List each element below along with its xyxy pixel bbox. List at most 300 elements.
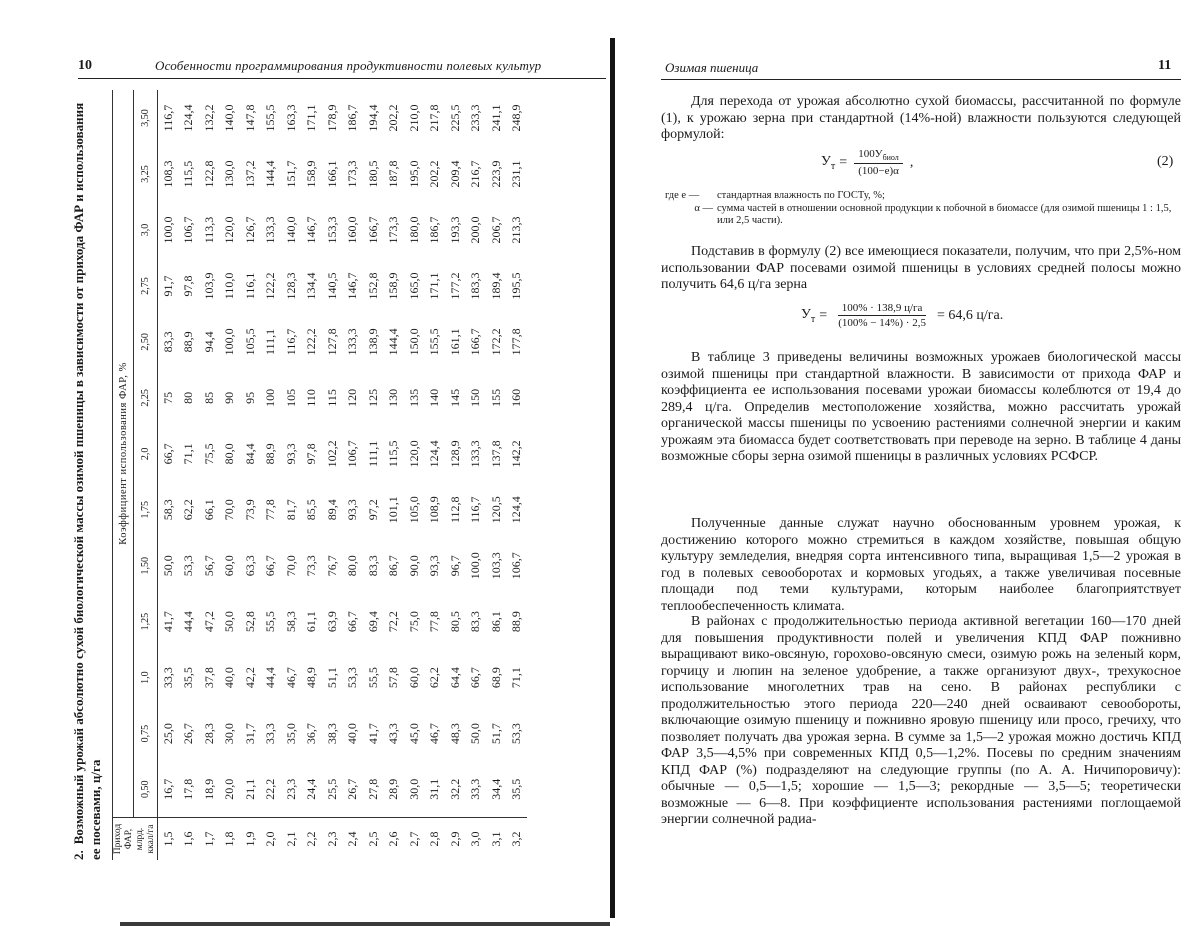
table-row: [507, 90, 528, 860]
yield-cell: 47,2: [201, 611, 216, 633]
col-header-coef: 2,0: [134, 426, 158, 482]
yield-cell: 97,8: [304, 443, 319, 465]
far-value-cell: 1,7: [199, 818, 220, 861]
yield-cell: 83,3: [468, 611, 483, 633]
yield-cell: 231,1: [509, 160, 524, 188]
yield-cell: 150: [468, 388, 483, 407]
far-value-cell: 1,9: [240, 818, 261, 861]
yield-cell: 115: [324, 389, 339, 407]
yield-cell: 33,3: [468, 778, 483, 800]
yield-cell: 216,7: [468, 160, 483, 188]
yield-cell: 166,7: [468, 328, 483, 356]
yield-cell: 130,0: [222, 160, 237, 188]
yield-cell: 180,0: [406, 216, 421, 244]
table-row: [179, 90, 200, 860]
yield-cell: 155,5: [427, 328, 442, 356]
table-row: [363, 90, 384, 860]
yield-cell: 45,0: [406, 723, 421, 745]
yield-cell: 40,0: [222, 667, 237, 689]
yield-cell: 64,4: [447, 667, 462, 689]
yield-cell: 53,3: [345, 667, 360, 689]
yield-cell: 56,7: [201, 555, 216, 577]
yield-cell: 161,1: [447, 328, 462, 356]
yield-cell: 80,5: [447, 611, 462, 633]
yield-cell: 140,5: [324, 272, 339, 300]
yield-cell: 193,3: [447, 216, 462, 244]
book-spine: [610, 38, 615, 918]
yield-cell: 108,9: [427, 496, 442, 524]
yield-cell: 88,9: [263, 443, 278, 465]
col-header-coef: 1,25: [134, 594, 158, 650]
col-header-coef: 1,50: [134, 538, 158, 594]
col-header-coef: 0,75: [134, 706, 158, 762]
col-header-coef: 2,75: [134, 258, 158, 314]
yield-cell: 213,3: [509, 216, 524, 244]
yield-cell: 66,7: [468, 667, 483, 689]
yield-cell: 97,8: [181, 275, 196, 297]
yield-cell: 80: [181, 391, 196, 404]
paragraph-5: В районах с продолжительностью периода активной вегетации 160—170 дней для повышения продуктивности полей и увеличения КПД ФАР пожнивно выращивают вико-овсяную, горохово-овсяную смеси, озимую рожь на зеленый корм, горчицу и люпин на зеленое удобрение, а также организуют двух-, трехукосное использование многолетних трав на сено. В районах республики с продолжительностью этого периода 220—240 дней осваивают севообороты, включающие озимую пшеницу и пожнивно яровую пшеницу или просо, гречиху, что позволяет получать два урожая зерна. В сумме за 1,5—2 урожая можно достичь КПД ФАР 3,5—4,5% при современных КПД 0,5—1,2%. Посевы по средним значениям КПД ФАР (%) подразделяют на следующие группы (по А. А. Ничипоровичу): обычные — 0,5—1,5; хорошие — 1,5—3; рекордные — 3,5—5; теоретически возможные — 6—8. При коэффициенте использования растениями поглощаемой энергии солнечной радиа-: [661, 614, 1181, 827]
table-row: [199, 90, 220, 860]
paragraph-3: В таблице 3 приведены величины возможных урожаев биологической массы озимой пшеницы при стандартной влажности. В зависимости от прихода ФАР и коэффициента ее использования посевами урожаи биомассы колеблются от 19,4 до 289,4 ц/га. Определив местоположение хозяйства, можно рассчитать урожай органической массы пшеницы по усвоению растениями солнечной энергии и каким урожаям эта биомасса будет соответствовать при переводе на зерно. В таблице 4 даны возможные сборы зерна озимой пшеницы в различных условиях РСФСР.: [661, 350, 1181, 464]
yield-cell: 124,4: [181, 104, 196, 132]
yield-cell: 27,8: [365, 778, 380, 800]
yield-cell: 108,3: [160, 160, 175, 188]
yield-cell: 70,0: [222, 499, 237, 521]
yield-cell: 146,7: [345, 272, 360, 300]
col-group-header: Коэффициент использования ФАР, %: [113, 90, 134, 818]
table-row: [220, 90, 241, 860]
yield-cell: 202,2: [427, 160, 442, 188]
col-header-coef: 3,25: [134, 146, 158, 202]
yield-cell: 24,4: [304, 778, 319, 800]
yield-cell: 41,7: [365, 723, 380, 745]
yield-cell: 133,3: [468, 440, 483, 468]
yield-cell: 195,0: [406, 160, 421, 188]
yield-cell: 200,0: [468, 216, 483, 244]
yield-cell: 106,7: [345, 440, 360, 468]
table-row: [261, 90, 282, 860]
yield-cell: 142,2: [509, 440, 524, 468]
yield-cell: 51,1: [324, 667, 339, 689]
yield-cell: 75,0: [406, 611, 421, 633]
yield-cell: 140: [427, 388, 442, 407]
yield-cell: 70,0: [283, 555, 298, 577]
table-row: [384, 90, 405, 860]
yield-cell: 113,3: [201, 216, 216, 244]
yield-cell: 116,7: [468, 496, 483, 524]
yield-cell: 233,3: [468, 104, 483, 132]
yield-cell: 28,9: [386, 778, 401, 800]
yield-cell: 105: [283, 388, 298, 407]
yield-cell: 44,4: [181, 611, 196, 633]
far-value-cell: 2,5: [363, 818, 384, 861]
yield-cell: 133,3: [345, 328, 360, 356]
yield-cell: 172,2: [488, 328, 503, 356]
yield-cell: 153,3: [324, 216, 339, 244]
yield-cell: 147,8: [242, 104, 257, 132]
running-head-right: Озимая пшеница: [665, 60, 759, 75]
yield-cell: 66,1: [201, 499, 216, 521]
yield-cell: 58,3: [283, 611, 298, 633]
yield-cell: 60,0: [406, 667, 421, 689]
yield-cell: 66,7: [263, 555, 278, 577]
legend-e: где e — стандартная влажность по ГОСТу, %;: [665, 190, 885, 201]
yield-cell: 160: [509, 388, 524, 407]
yield-cell: 77,8: [427, 611, 442, 633]
col-header-far: Приход ФАР, млрд. ккал/га: [113, 818, 158, 861]
yield-cell: 209,4: [447, 160, 462, 188]
far-value-cell: 3,2: [507, 818, 528, 861]
yield-cell: 155: [488, 388, 503, 407]
yield-cell: 126,7: [242, 216, 257, 244]
yield-cell: 194,4: [365, 104, 380, 132]
yield-cell: 106,7: [181, 216, 196, 244]
yield-cell: 52,8: [242, 611, 257, 633]
far-value-cell: 3,0: [466, 818, 487, 861]
yield-cell: 66,7: [345, 611, 360, 633]
yield-cell: 115,5: [181, 160, 196, 188]
yield-cell: 225,5: [447, 104, 462, 132]
yield-cell: 55,5: [365, 667, 380, 689]
yield-cell: 133,3: [263, 216, 278, 244]
yield-cell: 93,3: [345, 499, 360, 521]
table-row: [322, 90, 343, 860]
yield-cell: 93,3: [427, 555, 442, 577]
table-row: [425, 90, 446, 860]
yield-cell: 106,7: [509, 552, 524, 580]
yield-cell: 177,2: [447, 272, 462, 300]
yield-cell: 165,0: [406, 272, 421, 300]
yield-cell: 71,1: [509, 667, 524, 689]
yield-cell: 30,0: [222, 723, 237, 745]
yield-cell: 90,0: [406, 555, 421, 577]
yield-cell: 96,7: [447, 555, 462, 577]
table-row: [445, 90, 466, 860]
yield-cell: 146,7: [304, 216, 319, 244]
yield-cell: 43,3: [386, 723, 401, 745]
yield-cell: 90: [222, 391, 237, 404]
yield-cell: 28,3: [201, 723, 216, 745]
yield-cell: 32,2: [447, 778, 462, 800]
header-rule: [78, 78, 606, 79]
yield-cell: 150,0: [406, 328, 421, 356]
yield-cell: 134,4: [304, 272, 319, 300]
far-value-cell: 2,1: [281, 818, 302, 861]
formula-2: $У_т$ = $\frac{100У_{биол}}{(100-e)\alpha}$ ,: [821, 148, 914, 178]
yield-cell: 41,7: [160, 611, 175, 633]
yield-cell: 103,9: [201, 272, 216, 300]
yield-cell: 145: [447, 388, 462, 407]
yield-cell: 186,7: [427, 216, 442, 244]
far-value-cell: 1,5: [158, 818, 179, 861]
yield-cell: 31,1: [427, 778, 442, 800]
yield-cell: 112,8: [447, 496, 462, 524]
yield-cell: 122,2: [263, 272, 278, 300]
yield-cell: 44,4: [263, 667, 278, 689]
yield-cell: 71,1: [181, 443, 196, 465]
yield-cell: 202,2: [386, 104, 401, 132]
formula-2-number: (2): [1157, 154, 1174, 169]
col-header-coef: 2,50: [134, 314, 158, 370]
formula-legend: [665, 190, 1181, 228]
page-number-left: 10: [78, 58, 92, 73]
yield-cell: 140,0: [283, 216, 298, 244]
yield-cell: 77,8: [263, 499, 278, 521]
yield-cell: 75: [160, 391, 175, 404]
yield-cell: 155,5: [263, 104, 278, 132]
right-page: [625, 0, 1200, 938]
yield-cell: 91,7: [160, 275, 175, 297]
yield-cell: 85,5: [304, 499, 319, 521]
yield-cell: 173,3: [345, 160, 360, 188]
yield-cell: 25,0: [160, 723, 175, 745]
far-value-cell: 1,8: [220, 818, 241, 861]
yield-cell: 17,8: [181, 778, 196, 800]
col-header-coef: 1,0: [134, 650, 158, 706]
yield-cell: 50,0: [222, 611, 237, 633]
yield-cell: 120,5: [488, 496, 503, 524]
yield-cell: 18,9: [201, 778, 216, 800]
yield-cell: 83,3: [160, 331, 175, 353]
yield-cell: 21,1: [242, 778, 257, 800]
yield-cell: 111,1: [365, 440, 380, 467]
far-value-cell: 2,7: [404, 818, 425, 861]
yield-cell: 223,9: [488, 160, 503, 188]
yield-cell: 48,9: [304, 667, 319, 689]
yield-cell: 97,2: [365, 499, 380, 521]
yield-cell: 63,3: [242, 555, 257, 577]
yield-cell: 34,4: [488, 778, 503, 800]
yield-cell: 38,3: [324, 723, 339, 745]
yield-cell: 124,4: [427, 440, 442, 468]
yield-cell: 80,0: [345, 555, 360, 577]
far-value-cell: 1,6: [179, 818, 200, 861]
paragraph-4: Полученные данные служат научно обоснованным уровнем урожая, к достижению которого можно стремиться в каждом хозяйстве, повышая общую культуру земледелия, внедряя сорта интенсивного типа, выращивая 1,5—2 урожая в год в полевых севооборотах и кормовых угодьях, а также увеличивая посевные площади под теми культурами, которым наиболее благоприятствует теплообеспеченность климата.: [661, 516, 1181, 614]
far-value-cell: 2,9: [445, 818, 466, 861]
yield-cell: 94,4: [201, 331, 216, 353]
far-value-cell: 2,2: [302, 818, 323, 861]
yield-cell: 73,9: [242, 499, 257, 521]
yield-cell: 152,8: [365, 272, 380, 300]
yield-cell: 160,0: [345, 216, 360, 244]
yield-cell: 128,9: [447, 440, 462, 468]
yield-cell: 217,8: [427, 104, 442, 132]
yield-cell: 69,4: [365, 611, 380, 633]
yield-cell: 180,5: [365, 160, 380, 188]
yield-cell: 89,4: [324, 499, 339, 521]
yield-cell: 116,7: [160, 104, 175, 132]
yield-cell: 86,7: [386, 555, 401, 577]
header-rule-right: [661, 79, 1181, 80]
yield-cell: 137,2: [242, 160, 257, 188]
yield-cell: 100,0: [468, 552, 483, 580]
yield-cell: 80,0: [222, 443, 237, 465]
yield-cell: 16,7: [160, 778, 175, 800]
yield-cell: 50,0: [468, 723, 483, 745]
yield-cell: 158,9: [386, 272, 401, 300]
yield-cell: 120,0: [222, 216, 237, 244]
yield-cell: 22,2: [263, 778, 278, 800]
yield-cell: 166,1: [324, 160, 339, 188]
formula-3: $У_т$ = $\frac{100\% \cdot 138,9 ц/га}{(100\% - 14\%) \cdot 2,5}$ = 64,6 ц/га.: [801, 302, 1004, 329]
yield-cell: 103,3: [488, 552, 503, 580]
yield-cell: 195,5: [509, 272, 524, 300]
paragraph-1: Для перехода от урожая абсолютно сухой биомассы, рассчитанной по формуле (1), к урожаю зерна при стандартной (14%-ной) влажности пользуются следующей формулой:: [661, 94, 1181, 142]
yield-table-rotated: [112, 90, 592, 860]
yield-cell: 35,5: [181, 667, 196, 689]
yield-cell: 178,9: [324, 104, 339, 132]
yield-cell: 166,7: [365, 216, 380, 244]
yield-cell: 110: [304, 389, 319, 407]
yield-cell: 144,4: [263, 160, 278, 188]
yield-cell: 115,5: [386, 440, 401, 468]
yield-cell: 110,0: [222, 272, 237, 300]
caption-text: Возможный урожай абсолютно сухой биологической массы озимой пшеницы в зависимости от прихода ФАР и использования ее посевами, ц/га: [71, 102, 103, 860]
yield-cell: 40,0: [345, 723, 360, 745]
yield-cell: 25,5: [324, 778, 339, 800]
yield-cell: 20,0: [222, 778, 237, 800]
yield-cell: 122,8: [201, 160, 216, 188]
yield-cell: 26,7: [345, 778, 360, 800]
yield-cell: 53,3: [509, 723, 524, 745]
yield-cell: 241,1: [488, 104, 503, 132]
yield-cell: 75,5: [201, 443, 216, 465]
yield-cell: 30,0: [406, 778, 421, 800]
yield-cell: 187,8: [386, 160, 401, 188]
yield-cell: 130: [386, 388, 401, 407]
col-header-coef: 1,75: [134, 482, 158, 538]
yield-cell: 111,1: [263, 328, 278, 355]
yield-cell: 35,5: [509, 778, 524, 800]
yield-cell: 100,0: [222, 328, 237, 356]
yield-cell: 151,7: [283, 160, 298, 188]
table-row: [158, 90, 179, 860]
yield-cell: 171,1: [427, 272, 442, 300]
yield-cell: 33,3: [263, 723, 278, 745]
yield-cell: 50,0: [160, 555, 175, 577]
yield-cell: 95: [242, 391, 257, 404]
yield-cell: 132,2: [201, 104, 216, 132]
yield-cell: 105,0: [406, 496, 421, 524]
yield-cell: 140,0: [222, 104, 237, 132]
yield-cell: 158,9: [304, 160, 319, 188]
yield-cell: 31,7: [242, 723, 257, 745]
yield-cell: 186,7: [345, 104, 360, 132]
yield-cell: 58,3: [160, 499, 175, 521]
yield-cell: 51,7: [488, 723, 503, 745]
yield-cell: 88,9: [509, 611, 524, 633]
col-header-coef: 3,50: [134, 90, 158, 146]
yield-cell: 68,9: [488, 667, 503, 689]
yield-cell: 127,8: [324, 328, 339, 356]
yield-cell: 189,4: [488, 272, 503, 300]
yield-cell: 102,2: [324, 440, 339, 468]
yield-cell: 53,3: [181, 555, 196, 577]
yield-cell: 100,0: [160, 216, 175, 244]
yield-cell: 125: [365, 388, 380, 407]
table-row: [343, 90, 364, 860]
yield-cell: 81,7: [283, 499, 298, 521]
yield-cell: 76,7: [324, 555, 339, 577]
yield-cell: 171,1: [304, 104, 319, 132]
yield-cell: 57,8: [386, 667, 401, 689]
yield-cell: 120: [345, 388, 360, 407]
yield-cell: 93,3: [283, 443, 298, 465]
col-header-coef: 0,50: [134, 762, 158, 818]
yield-cell: 88,9: [181, 331, 196, 353]
yield-cell: 163,3: [283, 104, 298, 132]
yield-cell: 46,7: [427, 723, 442, 745]
yield-cell: 101,1: [386, 496, 401, 524]
yield-cell: 116,1: [242, 272, 257, 300]
far-value-cell: 2,3: [322, 818, 343, 861]
table-row: [281, 90, 302, 860]
table-row: [302, 90, 323, 860]
page-number-right: 11: [1158, 58, 1172, 73]
far-value-cell: 2,8: [425, 818, 446, 861]
yield-cell: 26,7: [181, 723, 196, 745]
legend-alpha: α — сумма частей в отношении основной продукции к побочной в биомассе (для озимой пшеницы 1 : 1,5, или 2,5 части).: [694, 202, 1172, 226]
yield-cell: 210,0: [406, 104, 421, 132]
yield-cell: 36,7: [304, 723, 319, 745]
far-value-cell: 2,4: [343, 818, 364, 861]
yield-cell: 72,2: [386, 611, 401, 633]
yield-cell: 105,5: [242, 328, 257, 356]
yield-cell: 124,4: [509, 496, 524, 524]
yield-cell: 135: [406, 388, 421, 407]
col-header-coef: 3,0: [134, 202, 158, 258]
yield-cell: 84,4: [242, 443, 257, 465]
yield-cell: 100: [263, 388, 278, 407]
yield-cell: 85: [201, 391, 216, 404]
yield-cell: 177,8: [509, 328, 524, 356]
far-value-cell: 3,1: [486, 818, 507, 861]
paragraph-2: Подставив в формулу (2) все имеющиеся показатели, получим, что при 2,5%-ном использовании ФАР посевами озимой пшеницы в условиях средней полосы можно получить 64,6 ц/га зерна: [661, 244, 1181, 292]
yield-cell: 66,7: [160, 443, 175, 465]
far-value-cell: 2,6: [384, 818, 405, 861]
yield-cell: 144,4: [386, 328, 401, 356]
yield-cell: 173,3: [386, 216, 401, 244]
table-row: [466, 90, 487, 860]
yield-cell: 83,3: [365, 555, 380, 577]
yield-cell: 61,1: [304, 611, 319, 633]
yield-cell: 137,8: [488, 440, 503, 468]
table-row: [404, 90, 425, 860]
yield-cell: 46,7: [283, 667, 298, 689]
yield-cell: 42,2: [242, 667, 257, 689]
yield-cell: 138,9: [365, 328, 380, 356]
page-edge-shadow: [120, 922, 610, 926]
yield-cell: 183,3: [468, 272, 483, 300]
yield-cell: 86,1: [488, 611, 503, 633]
yield-table: [112, 90, 527, 860]
yield-cell: 122,2: [304, 328, 319, 356]
yield-cell: 206,7: [488, 216, 503, 244]
table-row: [486, 90, 507, 860]
yield-cell: 62,2: [181, 499, 196, 521]
yield-cell: 62,2: [427, 667, 442, 689]
col-header-coef: 2,25: [134, 370, 158, 426]
table-row: [240, 90, 261, 860]
yield-cell: 73,3: [304, 555, 319, 577]
table-caption: [70, 90, 104, 860]
running-head-left: Особенности программирования продуктивности полевых культур: [155, 58, 542, 73]
yield-cell: 48,3: [447, 723, 462, 745]
yield-cell: 37,8: [201, 667, 216, 689]
yield-cell: 63,9: [324, 611, 339, 633]
yield-cell: 128,3: [283, 272, 298, 300]
